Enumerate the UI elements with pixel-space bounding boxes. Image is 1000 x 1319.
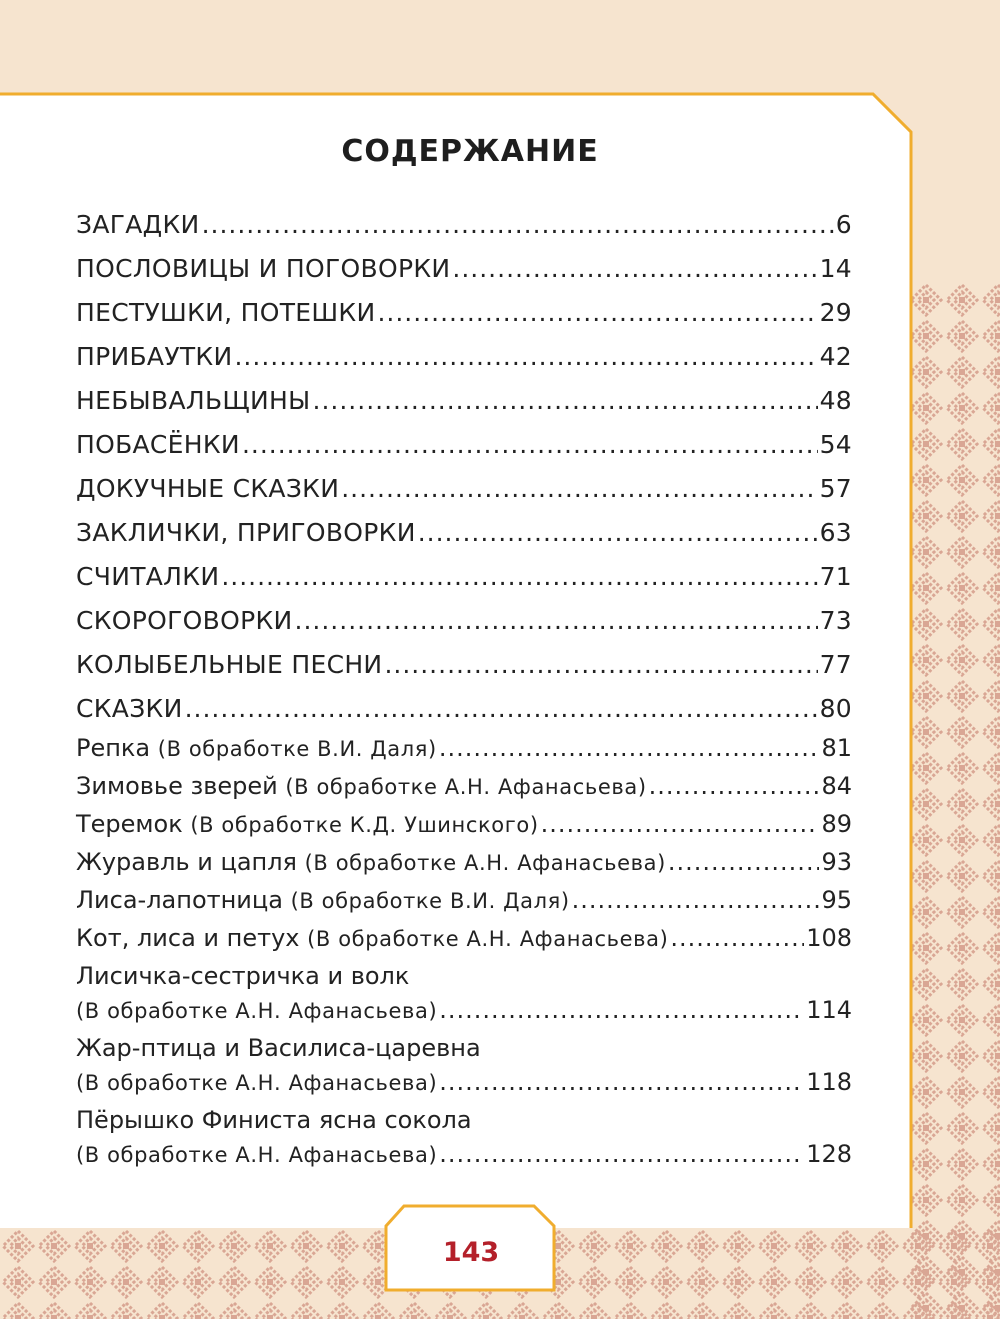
toc-story-page: 95 bbox=[821, 886, 852, 914]
toc-story-note: (В обработке А.Н. Афанасьева) bbox=[304, 851, 666, 875]
leader-dots bbox=[452, 254, 817, 283]
toc-entry-label: КОЛЫБЕЛЬНЫЕ ПЕСНИ bbox=[76, 650, 383, 679]
toc-entry[interactable] bbox=[76, 254, 852, 283]
toc-story[interactable] bbox=[76, 996, 852, 1024]
toc-entry-page: 6 bbox=[835, 210, 852, 239]
toc-story-note: (В обработке В.И. Даля) bbox=[290, 889, 570, 913]
toc-story-note: (В обработке А.Н. Афанасьева) bbox=[285, 775, 647, 799]
toc-entry-label: ЗАКЛИЧКИ, ПРИГОВОРКИ bbox=[76, 518, 416, 547]
toc-entry-label: ПОБАСЁНКИ bbox=[76, 430, 240, 459]
leader-dots bbox=[341, 474, 817, 503]
toc-entry[interactable] bbox=[76, 386, 852, 415]
toc-story-note: (В обработке А.Н. Афанасьева) bbox=[76, 1071, 438, 1095]
toc-story-page: 84 bbox=[821, 772, 852, 800]
leader-dots bbox=[439, 1140, 804, 1168]
toc-story-title: Теремок bbox=[76, 810, 183, 838]
toc-entry[interactable] bbox=[76, 650, 852, 679]
toc-story-title: Журавль и цапля bbox=[76, 848, 297, 876]
leader-dots bbox=[377, 298, 817, 327]
toc-entry-page: 54 bbox=[819, 430, 852, 459]
leader-dots bbox=[295, 606, 818, 635]
leader-dots bbox=[242, 430, 818, 459]
toc-story-page: 108 bbox=[806, 924, 852, 952]
toc-entry[interactable] bbox=[76, 562, 852, 591]
leader-dots bbox=[541, 810, 820, 838]
toc-story-page: 89 bbox=[821, 810, 852, 838]
toc-story-title[interactable]: Жар-птица и Василиса-царевна bbox=[76, 1034, 481, 1062]
leader-dots bbox=[439, 1068, 804, 1096]
toc-entry[interactable] bbox=[76, 606, 852, 635]
page-number: 143 bbox=[442, 1237, 500, 1268]
leader-dots bbox=[439, 996, 804, 1024]
toc-entry-page: 29 bbox=[819, 298, 852, 327]
toc-story-note: (В обработке А.Н. Афанасьева) bbox=[76, 999, 438, 1023]
toc-entry-page: 57 bbox=[819, 474, 852, 503]
toc-entry-label: ПРИБАУТКИ bbox=[76, 342, 233, 371]
toc-story[interactable] bbox=[76, 772, 852, 800]
toc-story[interactable] bbox=[76, 886, 852, 914]
toc-entry-page: 71 bbox=[819, 562, 852, 591]
toc-story-page: 128 bbox=[806, 1140, 852, 1168]
toc-story-title: Лиса-лапотница bbox=[76, 886, 283, 914]
toc-entry-page: 80 bbox=[819, 694, 852, 723]
toc-entry-label: СКАЗКИ bbox=[76, 694, 183, 723]
toc-story-title[interactable]: Лисичка-сестричка и волк bbox=[76, 962, 410, 990]
toc-story[interactable] bbox=[76, 810, 852, 838]
leader-dots bbox=[649, 772, 820, 800]
toc-story-page: 93 bbox=[821, 848, 852, 876]
toc-story-title: Репка bbox=[76, 734, 151, 762]
toc-entry-label: ЗАГАДКИ bbox=[76, 210, 200, 239]
toc-entry-page: 77 bbox=[819, 650, 852, 679]
toc-story-note: (В обработке А.Н. Афанасьева) bbox=[307, 927, 669, 951]
toc-entry-label: НЕБЫВАЛЬЩИНЫ bbox=[76, 386, 311, 415]
toc-entry[interactable] bbox=[76, 210, 852, 239]
toc-story-note: (В обработке К.Д. Ушинского) bbox=[190, 813, 539, 837]
toc-entry-page: 73 bbox=[819, 606, 852, 635]
toc-story-page: 81 bbox=[821, 734, 852, 762]
leader-dots bbox=[572, 886, 820, 914]
toc-entry[interactable] bbox=[76, 430, 852, 459]
leader-dots bbox=[234, 342, 817, 371]
toc-entry[interactable] bbox=[76, 474, 852, 503]
toc-entry-label: ПЕСТУШКИ, ПОТЕШКИ bbox=[76, 298, 376, 327]
toc-entry[interactable] bbox=[76, 694, 852, 723]
toc-entry[interactable] bbox=[76, 518, 852, 547]
table-of-contents bbox=[76, 0, 852, 1200]
leader-dots bbox=[670, 924, 804, 952]
leader-dots bbox=[185, 694, 818, 723]
toc-entry-page: 14 bbox=[819, 254, 852, 283]
toc-story[interactable] bbox=[76, 924, 852, 952]
toc-story-note: (В обработке В.И. Даля) bbox=[157, 737, 437, 761]
toc-entry-label: СЧИТАЛКИ bbox=[76, 562, 220, 591]
toc-story-title: Зимовье зверей bbox=[76, 772, 278, 800]
toc-entry[interactable] bbox=[76, 342, 852, 371]
leader-dots bbox=[313, 386, 818, 415]
toc-story[interactable] bbox=[76, 1140, 852, 1168]
leader-dots bbox=[384, 650, 817, 679]
toc-entry-page: 42 bbox=[819, 342, 852, 371]
toc-entry-page: 48 bbox=[819, 386, 852, 415]
toc-entry-label: СКОРОГОВОРКИ bbox=[76, 606, 293, 635]
toc-entry[interactable] bbox=[76, 298, 852, 327]
toc-story-note: (В обработке А.Н. Афанасьева) bbox=[76, 1143, 438, 1167]
toc-entry-page: 63 bbox=[819, 518, 852, 547]
leader-dots bbox=[202, 210, 834, 239]
leader-dots bbox=[221, 562, 817, 591]
toc-story-page: 118 bbox=[806, 1068, 852, 1096]
toc-story[interactable] bbox=[76, 734, 852, 762]
toc-story-title[interactable]: Пёрышко Финиста ясна сокола bbox=[76, 1106, 472, 1134]
leader-dots bbox=[668, 848, 820, 876]
toc-story-page: 114 bbox=[806, 996, 852, 1024]
toc-entry-label: ДОКУЧНЫЕ СКАЗКИ bbox=[76, 474, 340, 503]
toc-entry-label: ПОСЛОВИЦЫ И ПОГОВОРКИ bbox=[76, 254, 451, 283]
toc-story-title: Кот, лиса и петух bbox=[76, 924, 300, 952]
toc-story[interactable] bbox=[76, 848, 852, 876]
toc-story[interactable] bbox=[76, 1068, 852, 1096]
leader-dots bbox=[439, 734, 820, 762]
leader-dots bbox=[418, 518, 818, 547]
page-title: СОДЕРЖАНИЕ bbox=[341, 134, 599, 169]
